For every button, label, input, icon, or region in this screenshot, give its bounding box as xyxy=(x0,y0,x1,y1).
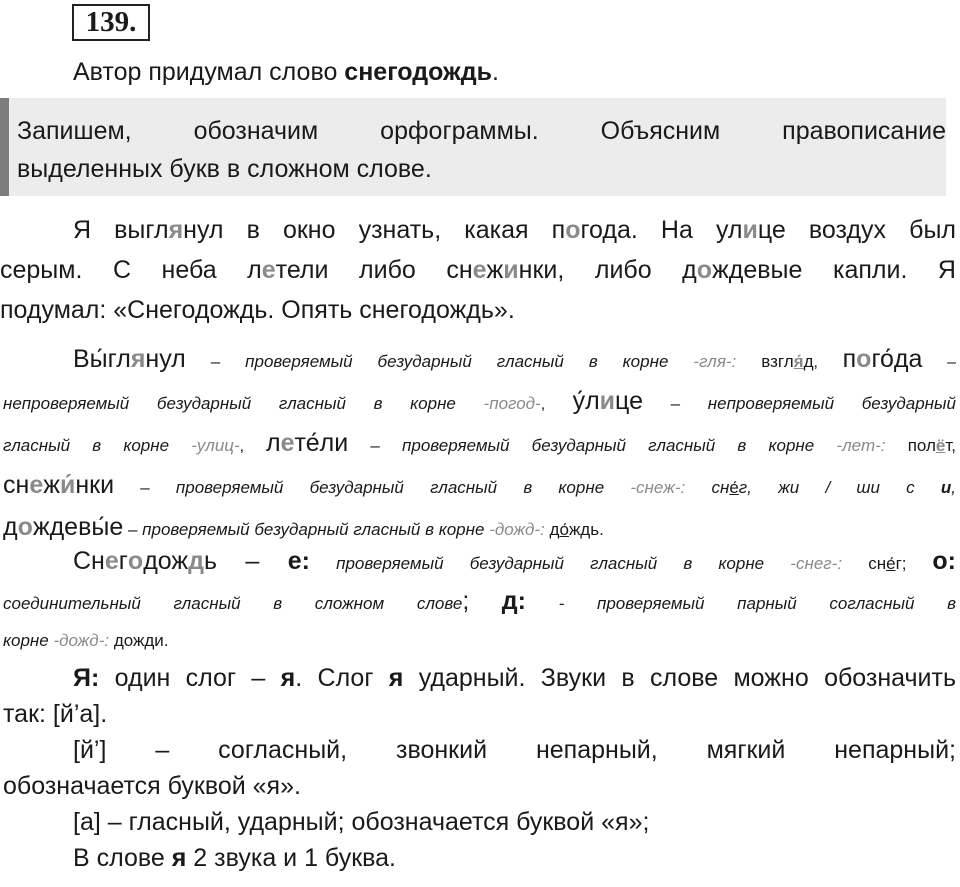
task-line-1: Запишем, обозначим орфограммы. Объясним правописание xyxy=(17,117,946,145)
ya-line-2: так: [й’а]. xyxy=(3,700,108,728)
task-box xyxy=(0,98,946,196)
story-text xyxy=(0,210,956,330)
analysis-line-4: снежи́нки – проверяемый безударный гласный в корне -снеж-: сне́г, жи / ши с и, xyxy=(3,471,956,499)
compound-line-3: корне -дожд-: дожди. xyxy=(3,631,169,650)
task-line-2: выделенных букв в сложном слове. xyxy=(17,155,432,183)
ya-analysis xyxy=(3,660,956,876)
ya-line-6: В слове я 2 звука и 1 буква. xyxy=(73,844,396,872)
story-line-2: серым. С неба летели либо снежинки, либо дождевые капли. Я xyxy=(0,256,956,284)
word-analysis xyxy=(3,340,956,550)
compound-line-1: Снегодождь – е: проверяемый безударный гласный в корне -снег-: сне́г; о: xyxy=(73,547,956,575)
analysis-line-5: дождевы́е – проверяемый безударный гласный в корне -дожд-: до́ждь. xyxy=(3,513,604,541)
ya-line-1: Я: один слог – я. Слог я ударный. Звуки в слове можно обозначить xyxy=(73,664,956,692)
ya-line-4: обозначается буквой «я». xyxy=(3,772,301,800)
intro-sentence: Автор придумал слово снегодождь. xyxy=(73,58,499,86)
ya-line-3: [й’] – согласный, звонкий непарный, мягкий непарный; xyxy=(73,736,956,764)
story-line-3: подумал: «Снегодождь. Опять снегодождь». xyxy=(0,296,515,324)
compound-line-2: соединительный гласный в сложном слове; д: - проверяемый парный согласный в xyxy=(3,587,957,615)
story-line-1: Я выглянул в окно узнать, какая погода. На улице воздух был xyxy=(73,216,957,244)
intro-word: снегодождь xyxy=(344,58,493,86)
analysis-line-2: непроверяемый безударный гласный в корне -погод-, у́лице – непроверяемый безударный xyxy=(3,387,956,415)
analysis-line-3: гласный в корне -улиц-, лете́ли – проверяемый безударный гласный в корне -лет-: полёт, xyxy=(3,429,956,457)
compound-analysis xyxy=(3,543,956,660)
analysis-line-1: Вы́глянул – проверяемый безударный гласный в корне -гля-: взгля́д, пого́да – xyxy=(73,345,957,373)
exercise-number: 139. xyxy=(72,4,150,41)
ya-line-5: [а] – гласный, ударный; обозначается буквой «я»; xyxy=(73,808,650,836)
